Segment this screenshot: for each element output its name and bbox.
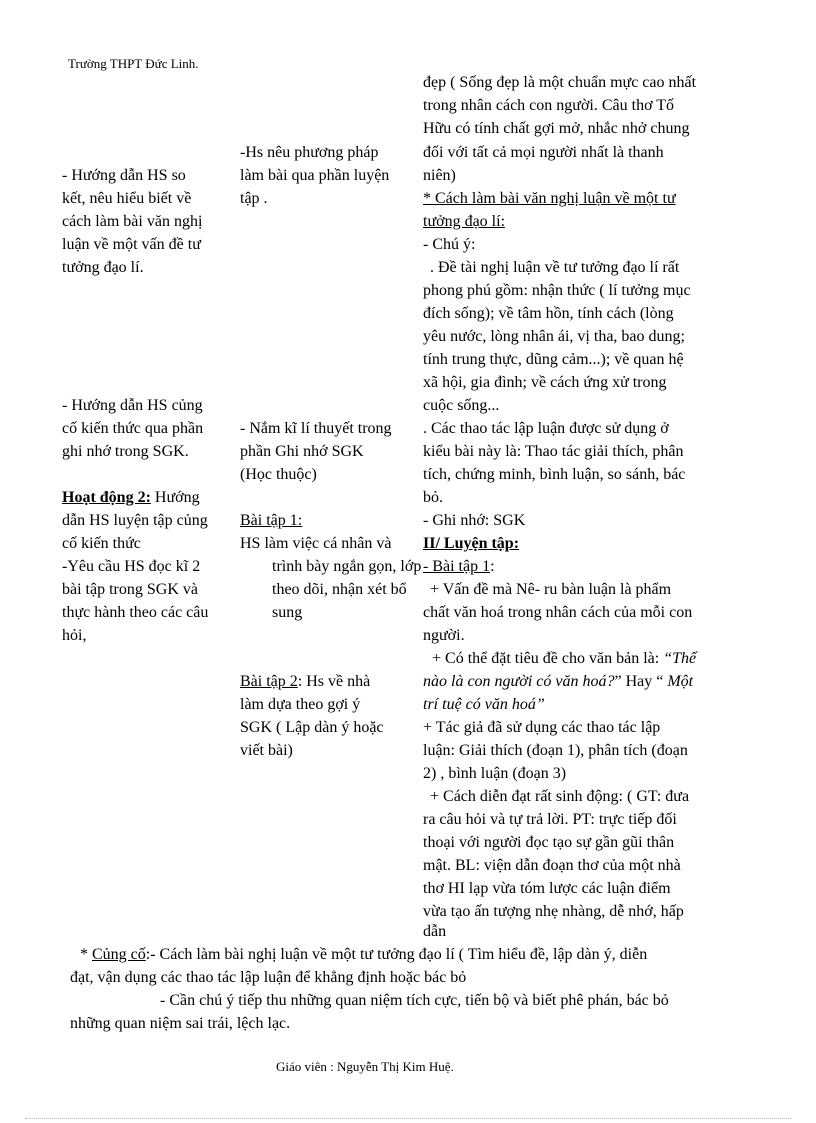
consolidation-line <box>80 945 647 965</box>
section-heading: * Cách làm bài văn nghị luận về một tư <box>423 190 676 207</box>
right-text-line: . Đề tài nghị luận về tư tưởng đạo lí rất <box>430 259 680 276</box>
text-segment: + Có thể đặt tiêu đề cho văn bản là: <box>432 650 664 667</box>
mid-text-line: (Học thuộc) <box>240 466 317 483</box>
right-text-line: trí tuệ có văn hoá” <box>423 696 545 713</box>
right-text-line: - Ghi nhớ: SGK <box>423 512 526 529</box>
left-text-line: bài tập trong SGK và <box>62 581 198 598</box>
right-text-line: đối với tất cả mọi người nhất là thanh <box>423 144 664 161</box>
exercise-2-rest: : Hs về nhà <box>297 673 371 690</box>
mid-text-line: HS làm việc cá nhân và <box>240 535 392 552</box>
right-text-line: vừa tạo ấn tượng nhẹ nhàng, dễ nhớ, hấp <box>423 903 684 920</box>
left-text-line: tưởng đạo lí. <box>62 259 144 276</box>
left-text-line: - Hướng dẫn HS củng <box>62 397 203 414</box>
right-text-line: niên) <box>423 167 456 184</box>
right-text-line: luận: Giải thích (đoạn 1), phân tích (đoạn <box>423 742 688 759</box>
right-text-line: yêu nước, lòng nhân ái, vị tha, bao dung; <box>423 328 685 345</box>
text-segment-italic: nào là con người có văn hoá? <box>423 673 615 690</box>
text-segment-italic: “Thế <box>663 650 697 667</box>
activity-2-heading <box>62 488 200 508</box>
right-text-line: cuộc sống... <box>423 397 500 414</box>
right-text-line <box>432 649 696 669</box>
right-text-line: thơ HI lạp vừa tóm lược các luận điểm <box>423 880 671 897</box>
left-text-line: cách làm bài văn nghị <box>62 213 203 230</box>
right-text-line: . Các thao tác lập luận được sử dụng ở <box>423 420 669 437</box>
exercise-1-label-text: - Bài tập 1 <box>423 558 491 575</box>
left-text-line: cố kiến thức qua phần <box>62 420 204 437</box>
mid-text-line: trình bày ngắn gọn, lớp <box>272 558 422 575</box>
consolidation-line: - Cần chú ý tiếp thu những quan niệm tích cực, tiến bộ và biết phê phán, bác bỏ <box>160 992 669 1009</box>
mid-text-line: viết bài) <box>240 742 293 759</box>
exercise-1-mid-label: Bài tập 1: <box>240 512 303 529</box>
mid-text-line: làm dựa theo gợi ý <box>240 696 361 713</box>
mid-text-line: theo dõi, nhận xét bổ <box>272 581 407 598</box>
activity-2-label: Hoạt động 2: <box>62 489 151 506</box>
exercise-2-label-text: Bài tập 2 <box>240 673 298 690</box>
right-text-line: bỏ. <box>423 489 443 506</box>
right-text-line: Hữu có tính chất gợi mở, nhắc nhở chung <box>423 120 690 137</box>
right-text-line: đích sống); về tâm hồn, tính cách (lòng <box>423 305 674 322</box>
right-text-line: mật. BL: viện dẫn đoạn thơ của một nhà <box>423 857 681 874</box>
right-text-line: - Chú ý: <box>423 236 476 253</box>
right-text-line: + Tác giả đã sử dụng các thao tác lập <box>423 719 661 736</box>
left-text-line: cố kiến thức <box>62 535 141 552</box>
right-text-line: thoại với người đọc tạo sự gần gũi thân <box>423 834 675 851</box>
left-text-line: thực hành theo các câu <box>62 604 209 621</box>
section-heading: II/ Luyện tập: <box>423 535 520 552</box>
mid-text-line: SGK ( Lập dàn ý hoặc <box>240 719 384 736</box>
right-text-line: tích, chứng minh, bình luận, so sánh, bác <box>423 466 686 483</box>
mid-text-line: làm bài qua phần luyện <box>240 167 390 184</box>
right-text-line: tính trung thực, dũng cảm...); về quan hệ <box>423 351 684 368</box>
left-text-line: dẫn HS luyện tập củng <box>62 512 208 529</box>
mid-text-line: sung <box>272 604 303 621</box>
mid-text-line: tập . <box>240 190 268 207</box>
consolidation-text: :- Cách làm bài nghị luận về một tư tưởng đạo lí ( Tìm hiểu đề, lập dàn ý, diễn <box>145 946 648 963</box>
text-segment: ” Hay “ <box>614 673 668 690</box>
left-text-line: kết, nêu hiểu biết về <box>62 190 192 207</box>
left-text-line: -Yêu cầu HS đọc kĩ 2 <box>62 558 201 575</box>
section-heading: tưởng đạo lí: <box>423 213 506 230</box>
right-text-line: kiểu bài này là: Thao tác giải thích, phân <box>423 443 684 460</box>
right-text-line: + Cách diễn đạt rất sinh động: ( GT: đưa <box>430 788 690 805</box>
page-bottom-divider <box>25 1118 791 1119</box>
activity-2-rest: Hướng <box>150 489 200 506</box>
right-text-line: chất văn hoá trong nhân cách của mỗi con <box>423 604 693 621</box>
left-text-line: ghi nhớ trong SGK. <box>62 443 189 460</box>
right-text-line: dẫn <box>423 923 447 940</box>
teacher-name: Giáo viên : Nguyễn Thị Kim Huệ. <box>276 1059 454 1074</box>
left-text-line: hỏi, <box>62 627 87 644</box>
right-text-line: người. <box>423 627 465 644</box>
consolidation-line: những quan niệm sai trái, lệch lạc. <box>70 1015 291 1032</box>
right-text-line: trong nhân cách con người. Câu thơ Tố <box>423 97 675 114</box>
right-text-line <box>423 672 693 692</box>
right-text-line: ra câu hỏi và tự trả lời. PT: trực tiếp đối <box>423 811 677 828</box>
asterisk: * <box>80 946 92 963</box>
left-text-line: - Hướng dẫn HS so <box>62 167 186 184</box>
right-text-line: 2) , bình luận (đoạn 3) <box>423 765 567 782</box>
exercise-1-label <box>423 557 495 577</box>
mid-text-line: - Nắm kĩ lí thuyết trong <box>240 420 392 437</box>
exercise-2-mid-label <box>240 672 370 692</box>
school-name: Trường THPT Đức Linh. <box>68 56 199 71</box>
consolidation-line: đạt, vận dụng các thao tác lập luận để khẳng định hoặc bác bỏ <box>70 969 467 986</box>
mid-text-line: -Hs nêu phương pháp <box>240 144 379 161</box>
exercise-1-colon: : <box>490 558 495 575</box>
right-text-line: phong phú gồm: nhận thức ( lí tưởng mục <box>423 282 691 299</box>
right-text-line: xã hội, gia đình; về cách ứng xử trong <box>423 374 667 391</box>
left-text-line: luận về một vấn đề tư <box>62 236 201 253</box>
right-text-line: + Vấn đề mà Nê- ru bàn luận là phẩm <box>430 581 672 598</box>
mid-text-line: phần Ghi nhớ SGK <box>240 443 364 460</box>
text-segment-italic: Một <box>667 673 694 690</box>
right-text-line: đẹp ( Sống đẹp là một chuẩn mực cao nhất <box>423 74 697 91</box>
consolidation-label: Củng cố <box>92 946 146 963</box>
